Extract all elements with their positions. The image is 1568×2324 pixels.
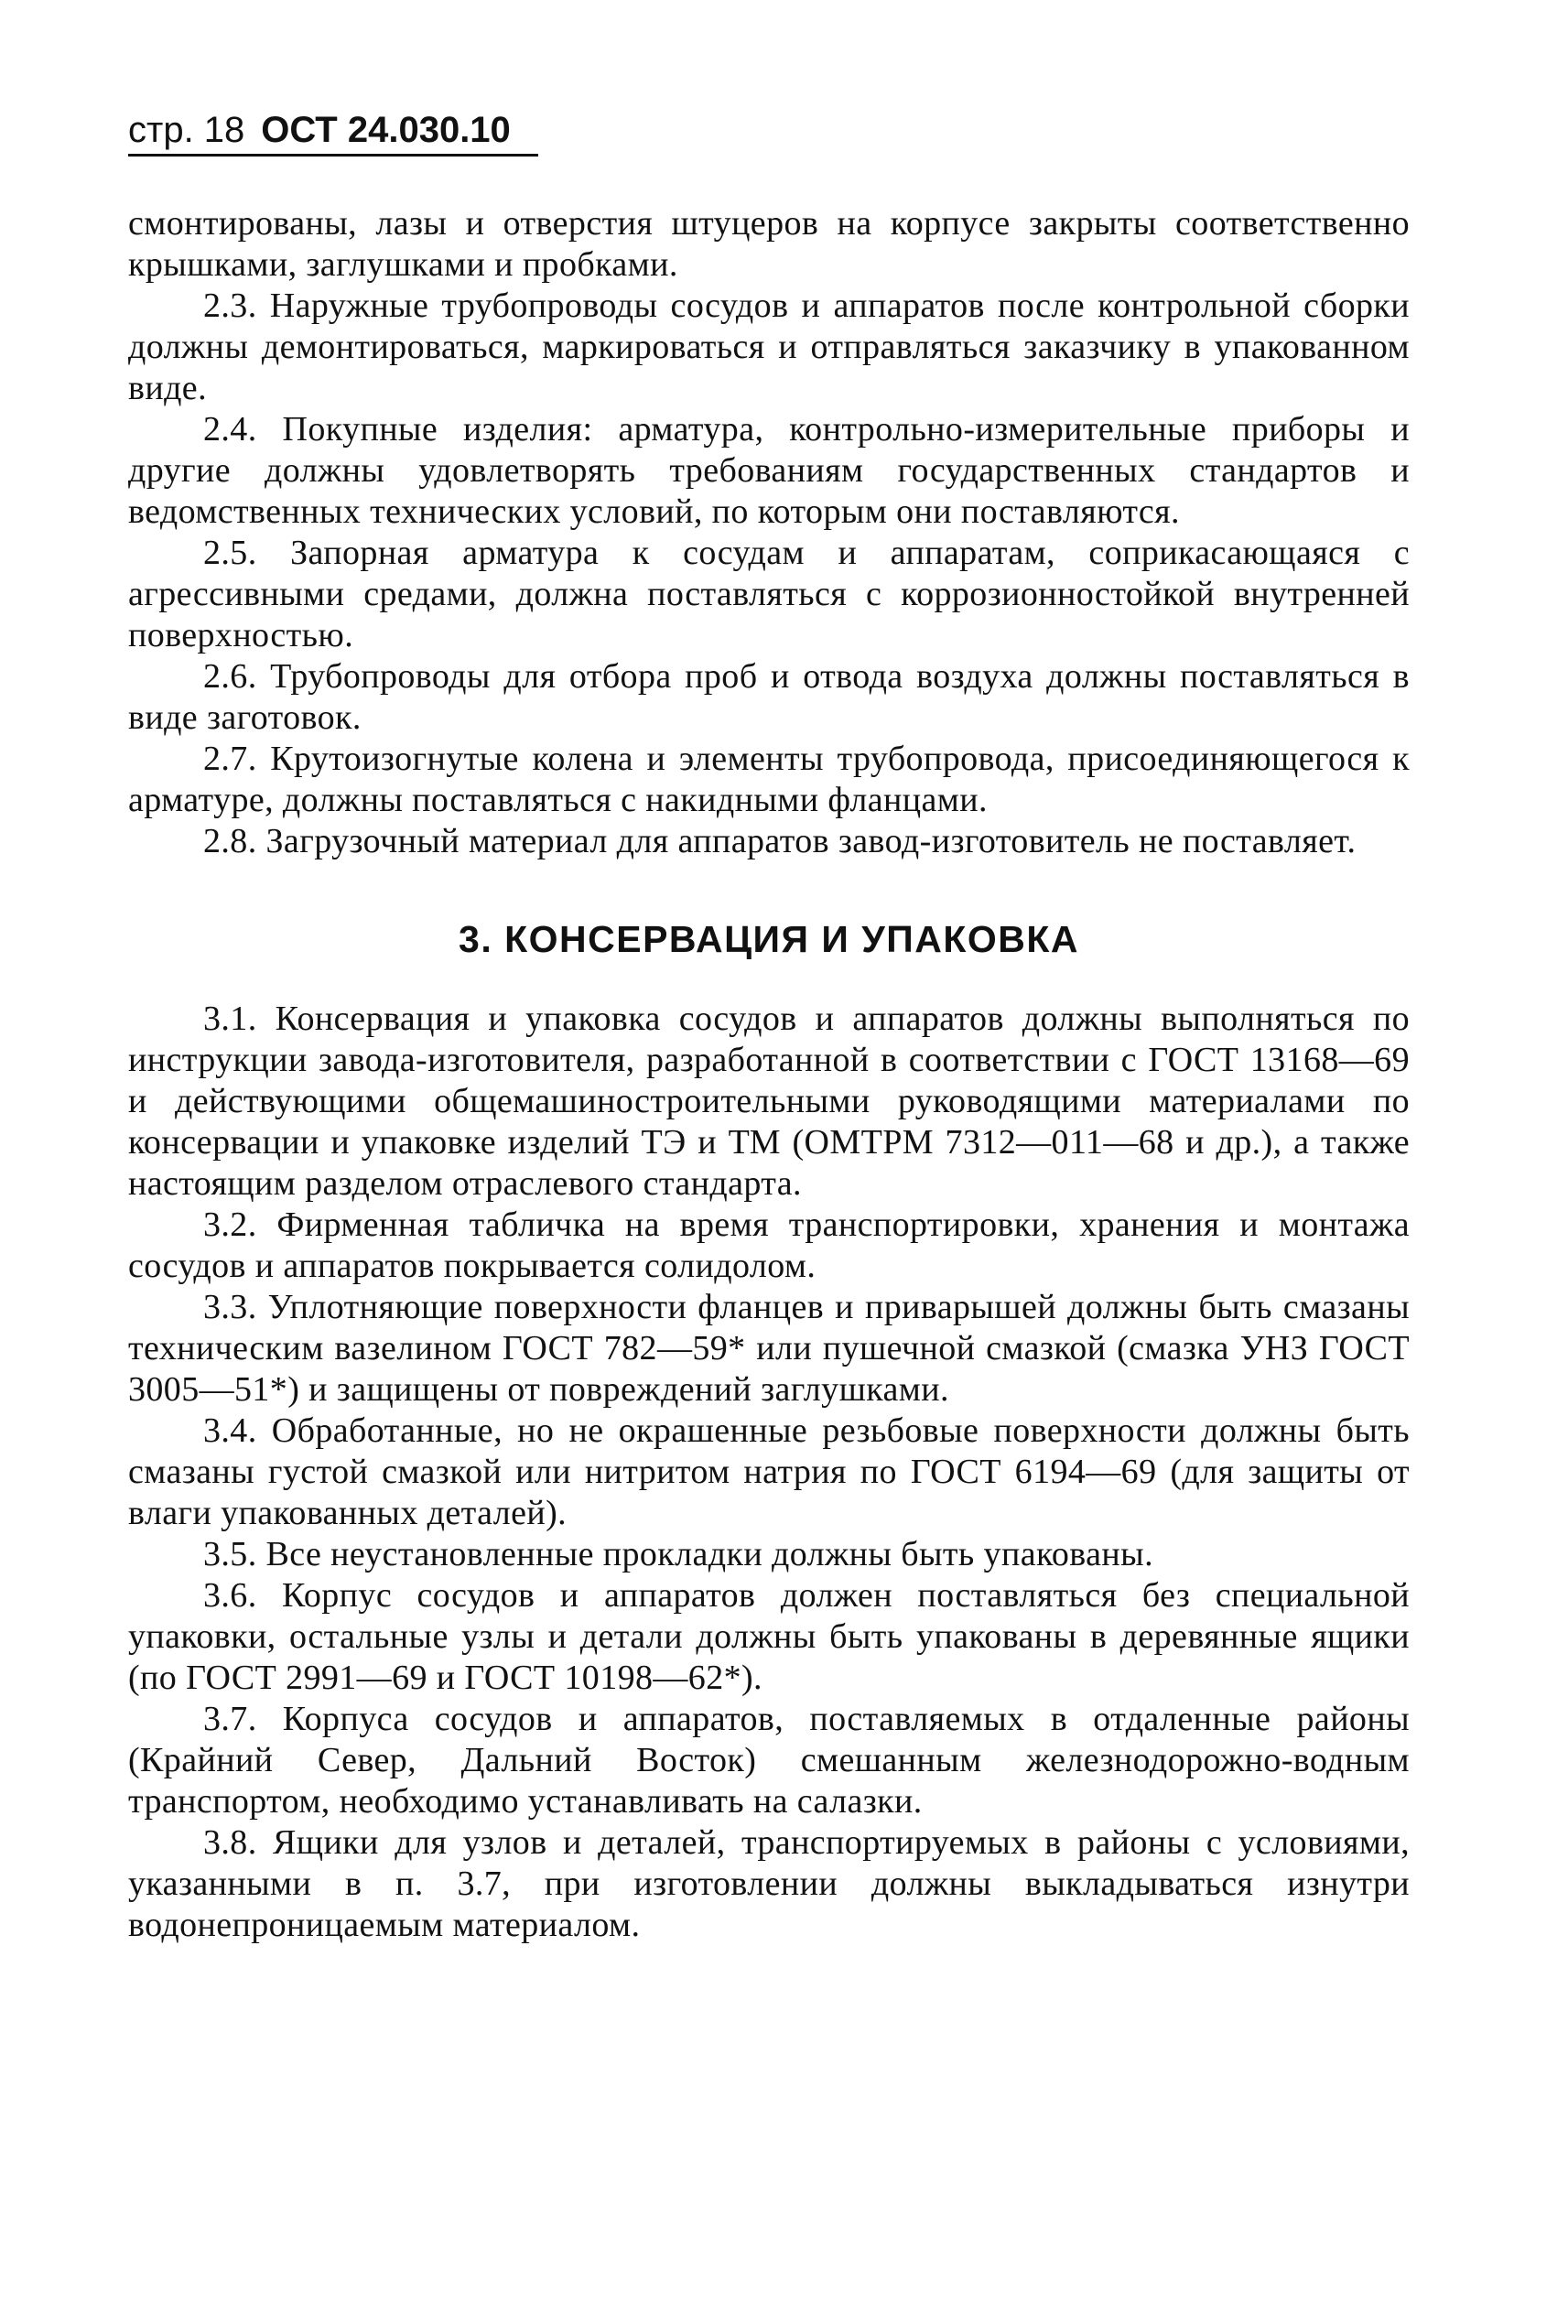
paragraph-3-1: 3.1. Консервация и упаковка сосудов и аппаратов должны выполняться по инструкции завода-изготовителя, разработанной в соответствии с ГОСТ 13168—69 и действующими общемашиностроительными руководящими материалами по консервации и упаковке изделий ТЭ и ТМ (ОМТРМ 7312—011—68 и др.), а также настоящим разделом отраслевого стандарта. xyxy=(128,1000,1410,1203)
paragraph-3-3: 3.3. Уплотняющие поверхности фланцев и приварышей должны быть смазаны техническим вазелином ГОСТ 782—59* или пушечной смазкой (смазка УНЗ ГОСТ 3005—51*) и защищены от повреждений заглушками. xyxy=(128,1288,1410,1409)
paragraph-3-4: 3.4. Обработанные, но не окрашенные резьбовые поверхности должны быть смазаны густой смазкой или нитритом натрия по ГОСТ 6194—69 (для защиты от влаги упакованных деталей). xyxy=(128,1411,1410,1532)
paragraph-continuation: смонтированы, лазы и отверстия штуцеров на корпусе закрыты соответственно крышками, заглушками и пробками. xyxy=(128,204,1410,284)
paragraph-2-8: 2.8. Загрузочный материал для аппаратов завод-изготовитель не поставляет. xyxy=(203,822,1357,860)
paragraph-3-7: 3.7. Корпуса сосудов и аппаратов, поставляемых в отдаленные районы (Крайний Север, Дальний Восток) смешанным железнодорожно-водным транспортом, необходимо устанавливать на салазки. xyxy=(128,1700,1410,1821)
page-header xyxy=(128,108,511,152)
section-title: 3. КОНСЕРВАЦИЯ И УПАКОВКА xyxy=(459,918,1079,960)
paragraph-3-2: 3.2. Фирменная табличка на время транспортировки, хранения и монтажа сосудов и аппаратов покрывается солидолом. xyxy=(128,1205,1410,1285)
paragraph-2-4: 2.4. Покупные изделия: арматура, контрольно-измерительные приборы и другие должны удовлетворять требованиям государственных стандартов и ведомственных технических условий, по которым они поставляются. xyxy=(128,410,1410,531)
paragraph-3-5: 3.5. Все неустановленные прокладки должны быть упакованы. xyxy=(203,1535,1153,1573)
page-number: стр. 18 xyxy=(128,110,245,150)
standard-number: ОСТ 24.030.10 xyxy=(261,110,511,150)
paragraph-2-3: 2.3. Наружные трубопроводы сосудов и аппаратов после контрольной сборки должны демонтироваться, маркироваться и отправляться заказчику в упакованном виде. xyxy=(128,286,1410,407)
paragraph-3-6: 3.6. Корпус сосудов и аппаратов должен поставляться без специальной упаковки, остальные узлы и детали должны быть упакованы в деревянные ящики (по ГОСТ 2991—69 и ГОСТ 10198—62*). xyxy=(128,1576,1410,1697)
document-body xyxy=(128,203,1410,1946)
paragraph-2-5: 2.5. Запорная арматура к сосудам и аппаратам, соприкасающаяся с агрессивными средами, должна поставляться с коррозионностойкой внутренней поверхностью. xyxy=(128,534,1410,654)
paragraph-2-7: 2.7. Крутоизогнутые колена и элементы трубопровода, присоединяющегося к арматуре, должны поставляться с накидными фланцами. xyxy=(128,740,1410,819)
paragraph-2-6: 2.6. Трубопроводы для отбора проб и отвода воздуха должны поставляться в виде заготовок. xyxy=(128,657,1410,737)
paragraph-3-8: 3.8. Ящики для узлов и деталей, транспортируемых в районы с условиями, указанными в п. 3.7, при изготовлении должны выкладываться изнутри водонепроницаемым материалом. xyxy=(128,1823,1410,1944)
header-underline xyxy=(128,154,538,157)
